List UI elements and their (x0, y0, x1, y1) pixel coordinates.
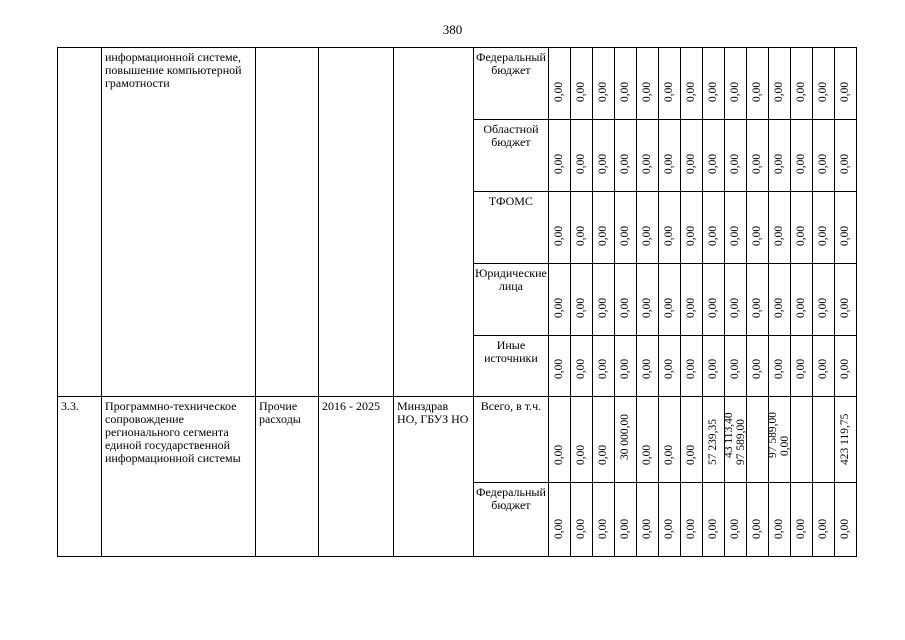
value-cell: 0,00 (570, 483, 592, 557)
value-cell: 0,00 (548, 48, 570, 120)
funding-source-cell: Федеральный бюджет (474, 48, 549, 120)
value-cell: 0,00 (768, 483, 790, 557)
executor-cell: Минздрав НО, ГБУЗ НО (394, 397, 474, 557)
budget-table (57, 47, 857, 557)
value-cell: 0,00 (614, 264, 636, 336)
value-cell: 0,00 (702, 483, 724, 557)
value-cell: 0,00 (790, 336, 812, 397)
value-cell: 0,00 (570, 336, 592, 397)
value-cell: 0,00 (592, 192, 614, 264)
expense-type-cell (256, 48, 319, 397)
value-cell: 0,00 (636, 397, 658, 483)
row-number-cell: 3.3. (58, 397, 102, 557)
value-cell: 0,00 (812, 48, 834, 120)
value-cell: 0,00 (834, 483, 856, 557)
value-cell: 0,00 (658, 192, 680, 264)
funding-source-cell: Иные источники (474, 336, 549, 397)
value-cell: 0,00 (812, 483, 834, 557)
value-cell: 0,00 (614, 483, 636, 557)
value-cell: 0,00 (636, 336, 658, 397)
value-cell: 0,00 (658, 48, 680, 120)
period-cell (319, 48, 394, 397)
value-cell: 0,00 (746, 336, 768, 397)
value-cell: 0,00 (548, 192, 570, 264)
value-cell (812, 397, 834, 483)
row-number-cell (58, 48, 102, 397)
value-cell: 0,00 (680, 120, 702, 192)
value-cell: 0,00 (636, 48, 658, 120)
value-cell: 0,00 (636, 120, 658, 192)
value-cell: 0,00 (614, 192, 636, 264)
value-cell: 0,00 (658, 120, 680, 192)
value-cell: 0,00 (592, 264, 614, 336)
value-cell: 0,00 (812, 192, 834, 264)
funding-source-cell: Областной бюджет (474, 120, 549, 192)
value-cell: 0,00 (570, 397, 592, 483)
value-cell: 0,00 (636, 264, 658, 336)
value-cell: 0,00 (680, 397, 702, 483)
value-cell: 0,00 (548, 120, 570, 192)
value-cell: 0,00 (570, 48, 592, 120)
value-cell: 43 113,40 97 589,00 (724, 397, 746, 483)
value-cell: 0,00 (768, 48, 790, 120)
value-cell: 0,00 (614, 336, 636, 397)
value-cell: 0,00 (790, 483, 812, 557)
value-cell: 0,00 (658, 483, 680, 557)
value-cell: 0,00 (570, 192, 592, 264)
value-cell: 0,00 (680, 192, 702, 264)
value-cell: 0,00 (834, 264, 856, 336)
value-cell: 0,00 (768, 264, 790, 336)
funding-source-cell: Всего, в т.ч. (474, 397, 549, 483)
value-cell: 0,00 (592, 336, 614, 397)
value-cell: 0,00 (636, 483, 658, 557)
funding-source-cell: Федеральный бюджет (474, 483, 549, 557)
period-cell: 2016 - 2025 (319, 397, 394, 557)
value-cell: 0,00 (724, 48, 746, 120)
value-cell: 0,00 (702, 120, 724, 192)
value-cell: 0,00 (702, 48, 724, 120)
value-cell: 0,00 (746, 120, 768, 192)
value-cell: 0,00 (636, 192, 658, 264)
value-cell: 423 119,75 (834, 397, 856, 483)
page-number: 380 (442, 22, 463, 37)
value-cell: 97 589,00 0,00 (768, 397, 790, 483)
value-cell: 0,00 (768, 120, 790, 192)
value-cell: 0,00 (702, 336, 724, 397)
value-cell: 0,00 (812, 120, 834, 192)
value-cell: 0,00 (614, 120, 636, 192)
value-cell: 0,00 (614, 48, 636, 120)
value-cell: 0,00 (724, 264, 746, 336)
value-cell: 0,00 (834, 192, 856, 264)
value-cell: 0,00 (746, 192, 768, 264)
value-cell: 0,00 (548, 336, 570, 397)
value-cell: 57 239,35 (702, 397, 724, 483)
value-cell: 0,00 (702, 192, 724, 264)
funding-source-cell: ТФОМС (474, 192, 549, 264)
value-cell: 0,00 (746, 483, 768, 557)
value-cell: 0,00 (548, 264, 570, 336)
value-cell: 0,00 (790, 192, 812, 264)
value-cell: 0,00 (658, 397, 680, 483)
value-cell: 0,00 (834, 120, 856, 192)
value-cell: 0,00 (768, 336, 790, 397)
value-cell: 0,00 (724, 120, 746, 192)
value-cell: 0,00 (592, 397, 614, 483)
description-cell: информационной системе, повышение компьютерной грамотности (102, 48, 256, 397)
value-cell: 0,00 (746, 48, 768, 120)
value-cell: 0,00 (570, 120, 592, 192)
description-cell: Программно-техническое сопровождение регионального сегмента единой государственной информационной системы (102, 397, 256, 557)
value-cell: 0,00 (702, 264, 724, 336)
value-cell: 0,00 (724, 336, 746, 397)
value-cell: 0,00 (790, 48, 812, 120)
expense-type-cell: Прочие расходы (256, 397, 319, 557)
value-cell: 30 000,00 (614, 397, 636, 483)
value-cell: 0,00 (592, 483, 614, 557)
value-cell: 0,00 (548, 483, 570, 557)
value-cell: 0,00 (658, 336, 680, 397)
value-cell: 0,00 (790, 264, 812, 336)
value-cell: 0,00 (790, 120, 812, 192)
value-cell: 0,00 (724, 483, 746, 557)
value-cell: 0,00 (570, 264, 592, 336)
table-row (58, 397, 857, 483)
value-cell: 0,00 (548, 397, 570, 483)
value-cell: 0,00 (812, 264, 834, 336)
value-cell (790, 397, 812, 483)
value-cell (746, 397, 768, 483)
value-cell: 0,00 (812, 336, 834, 397)
value-cell: 0,00 (680, 264, 702, 336)
value-cell: 0,00 (680, 48, 702, 120)
value-cell: 0,00 (746, 264, 768, 336)
value-cell: 0,00 (834, 48, 856, 120)
value-cell: 0,00 (680, 483, 702, 557)
value-cell: 0,00 (658, 264, 680, 336)
value-cell: 0,00 (834, 336, 856, 397)
value-cell: 0,00 (592, 120, 614, 192)
table-row (58, 48, 857, 120)
value-cell: 0,00 (768, 192, 790, 264)
value-cell: 0,00 (680, 336, 702, 397)
funding-source-cell: Юридические лица (474, 264, 549, 336)
executor-cell (394, 48, 474, 397)
value-cell: 0,00 (592, 48, 614, 120)
value-cell: 0,00 (724, 192, 746, 264)
